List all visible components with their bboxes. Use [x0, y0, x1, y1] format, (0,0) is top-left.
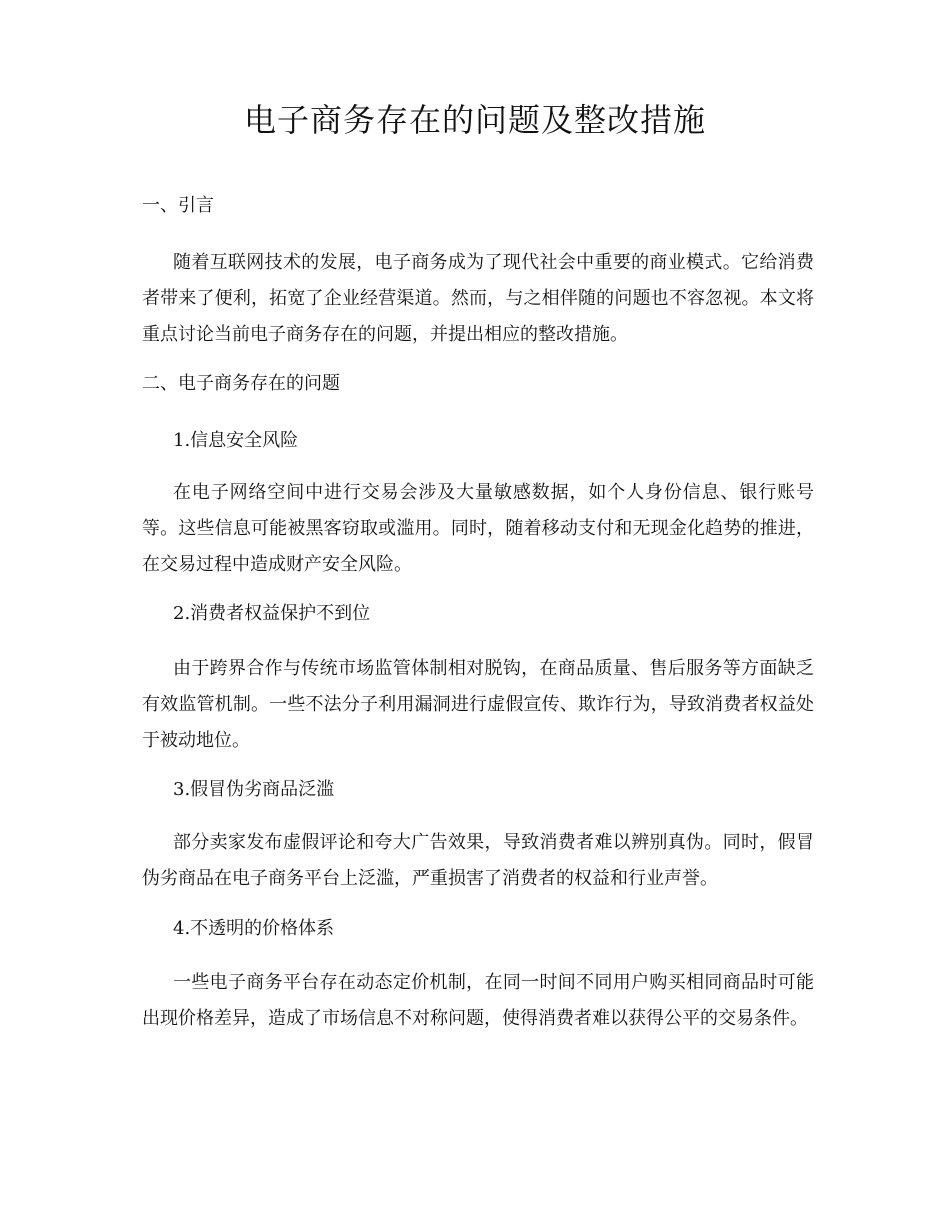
counterfeit-goods-paragraph: 部分卖家发布虚假评论和夸大广告效果，导致消费者难以辨别真伪。同时，假冒伪劣商品在电子商务平台上泛滥，严重损害了消费者的权益和行业声誉。 — [142, 832, 814, 889]
security-risk-paragraph: 在电子网络空间中进行交易会涉及大量敏感数据，如个人身份信息、银行账号等。这些信息可能被黑客窃取或滥用。同时，随着移动支付和无现金化趋势的推进，在交易过程中造成财产安全风险。 — [142, 482, 814, 575]
consumer-rights-paragraph: 由于跨界合作与传统市场监管体制相对脱钩，在商品质量、售后服务等方面缺乏有效监管机制。一些不法分子利用漏洞进行虚假宣传、欺诈行为，导致消费者权益处于被动地位。 — [142, 658, 814, 751]
section-heading-problems: 二、电子商务存在的问题 — [142, 373, 340, 394]
document-title: 电子商务存在的问题及整改措施 — [243, 101, 706, 139]
subsection-heading-pricing-opacity: 4.不透明的价格体系 — [173, 918, 335, 939]
subsection-heading-security-risk: 1.信息安全风险 — [173, 430, 299, 451]
subsection-heading-counterfeit-goods: 3.假冒伪劣商品泛滥 — [173, 779, 335, 800]
section-heading-introduction: 一、引言 — [142, 195, 214, 216]
introduction-paragraph: 随着互联网技术的发展，电子商务成为了现代社会中重要的商业模式。它给消费者带来了便利，拓宽了企业经营渠道。然而，与之相伴随的问题也不容忽视。本文将重点讨论当前电子商务存在的问题，并提出相应的整改措施。 — [142, 252, 814, 345]
subsection-heading-consumer-rights: 2.消费者权益保护不到位 — [173, 603, 371, 624]
pricing-opacity-paragraph: 一些电子商务平台存在动态定价机制，在同一时间不同用户购买相同商品时可能出现价格差异，造成了市场信息不对称问题，使得消费者难以获得公平的交易条件。 — [142, 972, 814, 1029]
